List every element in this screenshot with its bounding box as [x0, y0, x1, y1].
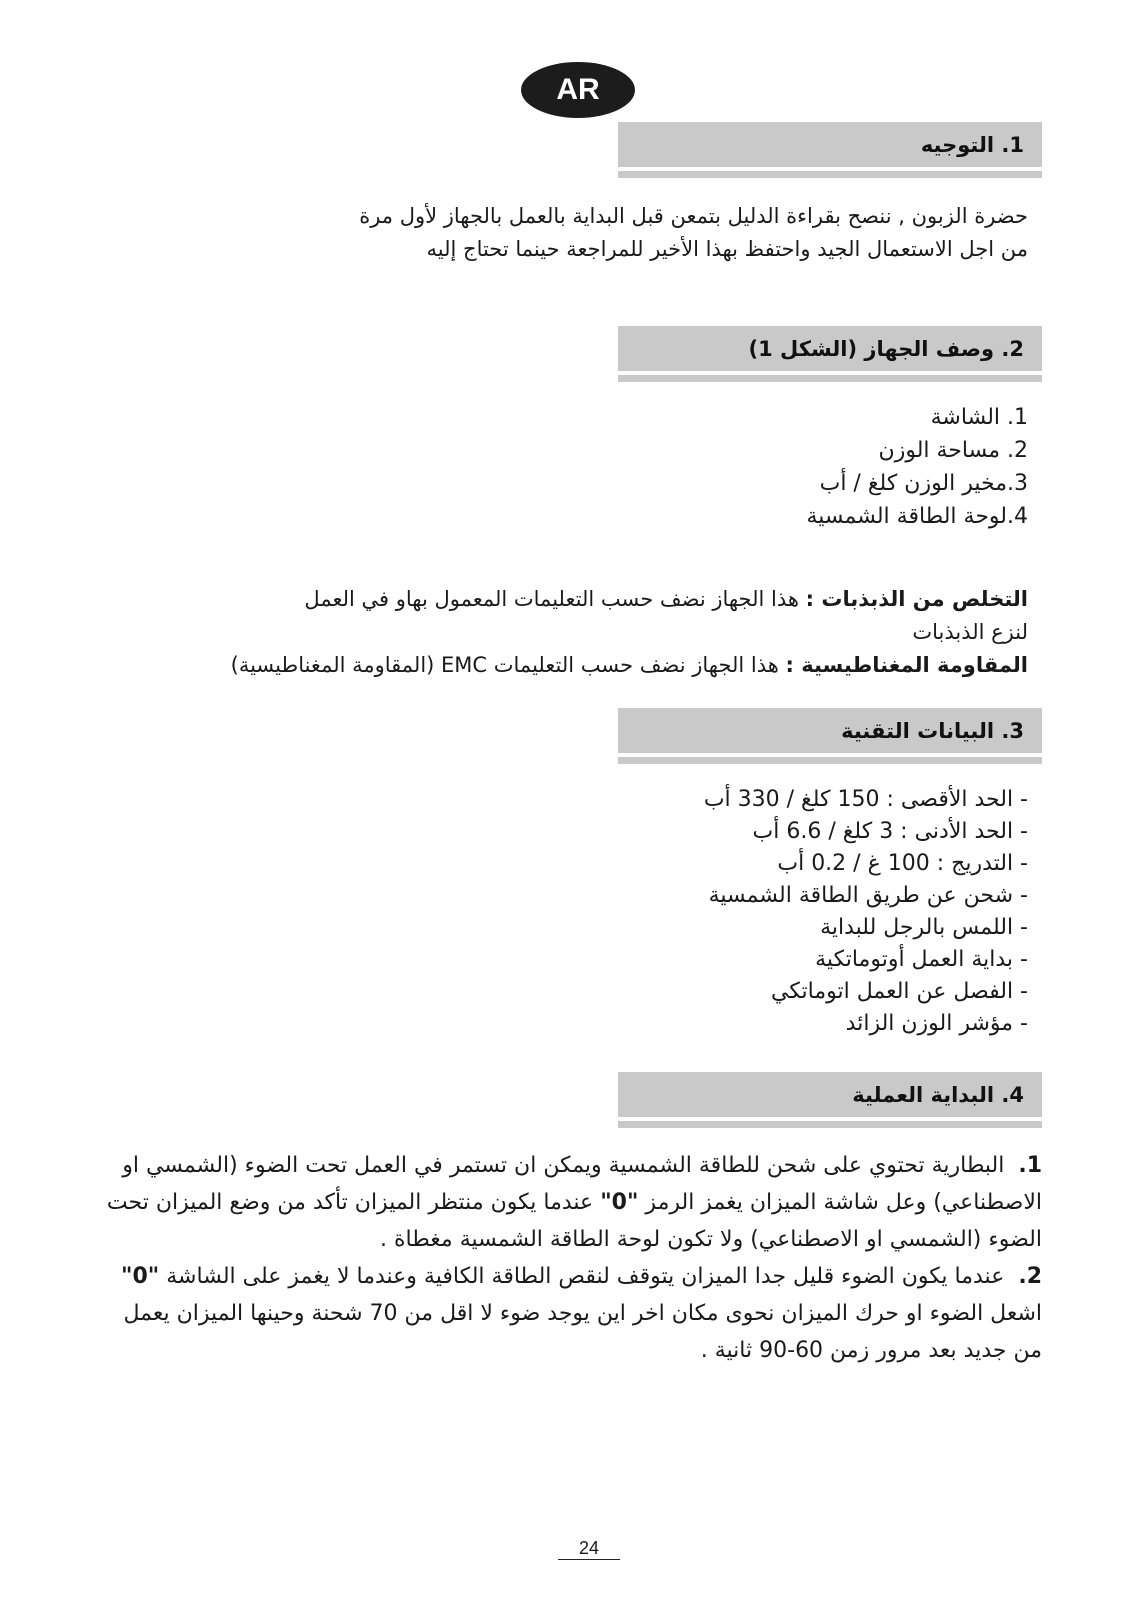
- technical-specs-list: [704, 784, 1028, 1040]
- list-item: 2. مساحة الوزن: [878, 438, 1028, 463]
- section-title: 2. وصف الجهاز (الشكل 1): [748, 336, 1024, 361]
- spec-item: - مؤشر الوزن الزائد: [845, 1011, 1028, 1036]
- emc-note-text: هذا الجهاز نضف حسب التعليمات EMC (المقاومة المغناطيسية): [230, 653, 786, 677]
- introduction-paragraph: [359, 200, 1028, 266]
- section-header-getting-started: [618, 1072, 1042, 1117]
- section-header-technical-data: [618, 708, 1042, 753]
- spec-item: - الحد الأقصى : 150 كلغ / 330 أب: [703, 787, 1028, 812]
- compliance-notes: [231, 583, 1028, 682]
- getting-started-steps: [92, 1147, 1042, 1369]
- section-header-introduction: [618, 122, 1042, 167]
- vibration-note-label: التخلص من الذبذبات :: [805, 587, 1028, 611]
- spec-item: - التدريج : 100 غ / 0.2 أب: [777, 851, 1028, 876]
- step-number: 1.: [1018, 1153, 1042, 1178]
- spec-item: - الفصل عن العمل اتوماتكي: [771, 979, 1028, 1004]
- step-number: 2.: [1018, 1264, 1042, 1289]
- spec-item: - اللمس بالرجل للبداية: [820, 915, 1028, 940]
- page-number: 24: [558, 1537, 620, 1560]
- emc-note-label: المقاومة المغناطيسية :: [785, 653, 1028, 677]
- display-zero-symbol: "0": [121, 1264, 160, 1289]
- step-text: عندما يكون الضوء قليل جدا الميزان يتوقف لنقص الطاقة الكافية وعندما لا يغمز على الشاشة: [159, 1264, 1005, 1289]
- section-header-device-description: [618, 326, 1042, 371]
- spec-item: - شحن عن طريق الطاقة الشمسية: [708, 883, 1028, 908]
- device-parts-list: [806, 401, 1028, 533]
- section-title: 3. البيانات التقنية: [841, 718, 1024, 743]
- section-title: 1. التوجيه: [920, 132, 1024, 157]
- vibration-note-text: هذا الجهاز نضف حسب التعليمات المعمول بهاو في العمل: [304, 587, 806, 611]
- section-title: 4. البداية العملية: [852, 1082, 1024, 1107]
- spec-item: - بداية العمل أوتوماتكية: [815, 947, 1028, 972]
- display-zero-symbol: "0": [600, 1190, 639, 1215]
- spec-item: - الحد الأدنى : 3 كلغ / 6.6 أب: [752, 819, 1028, 844]
- step-text: عندما يكون منتظر الميزان تأكد من وضع الميزان تحت الضوء (الشمسي او الاصطناعي) ولا تكون لوحة الطاقة الشمسية مغطاة .: [106, 1190, 1042, 1252]
- list-item: 1. الشاشة: [930, 405, 1028, 430]
- emc-note: [231, 649, 1028, 682]
- step-item-1: [92, 1147, 1042, 1258]
- list-item: 3.مخير الوزن كلغ / أب: [819, 471, 1028, 496]
- step-text: اشعل الضوء او حرك الميزان نحوى مكان اخر اين يوجد ضوء لا اقل من 70 شحنة وحينها الميزان يعمل من جديد بعد مرور زمن 60-90 ثانية .: [123, 1301, 1042, 1363]
- vibration-note-line2: لنزع الذبذبات: [912, 620, 1028, 644]
- step-item-2: [92, 1258, 1042, 1369]
- paragraph-line: من اجل الاستعمال الجيد واحتفظ بهذا الأخير للمراجعة حينما تحتاج إليه: [426, 237, 1028, 261]
- vibration-note: [231, 583, 1028, 616]
- step-text: البطارية تحتوي على شحن للطاقة الشمسية ويمكن ان تستمر في العمل تحت الضوء (الشمسي او الاصطناعي) وعل شاشة الميزان يغمز الرمز: [122, 1153, 1042, 1215]
- paragraph-line: حضرة الزبون , ننصح بقراءة الدليل بتمعن قبل البداية بالعمل بالجهاز لأول مرة: [359, 204, 1028, 228]
- list-item: 4.لوحة الطاقة الشمسية: [806, 504, 1028, 529]
- language-badge: AR: [521, 62, 635, 118]
